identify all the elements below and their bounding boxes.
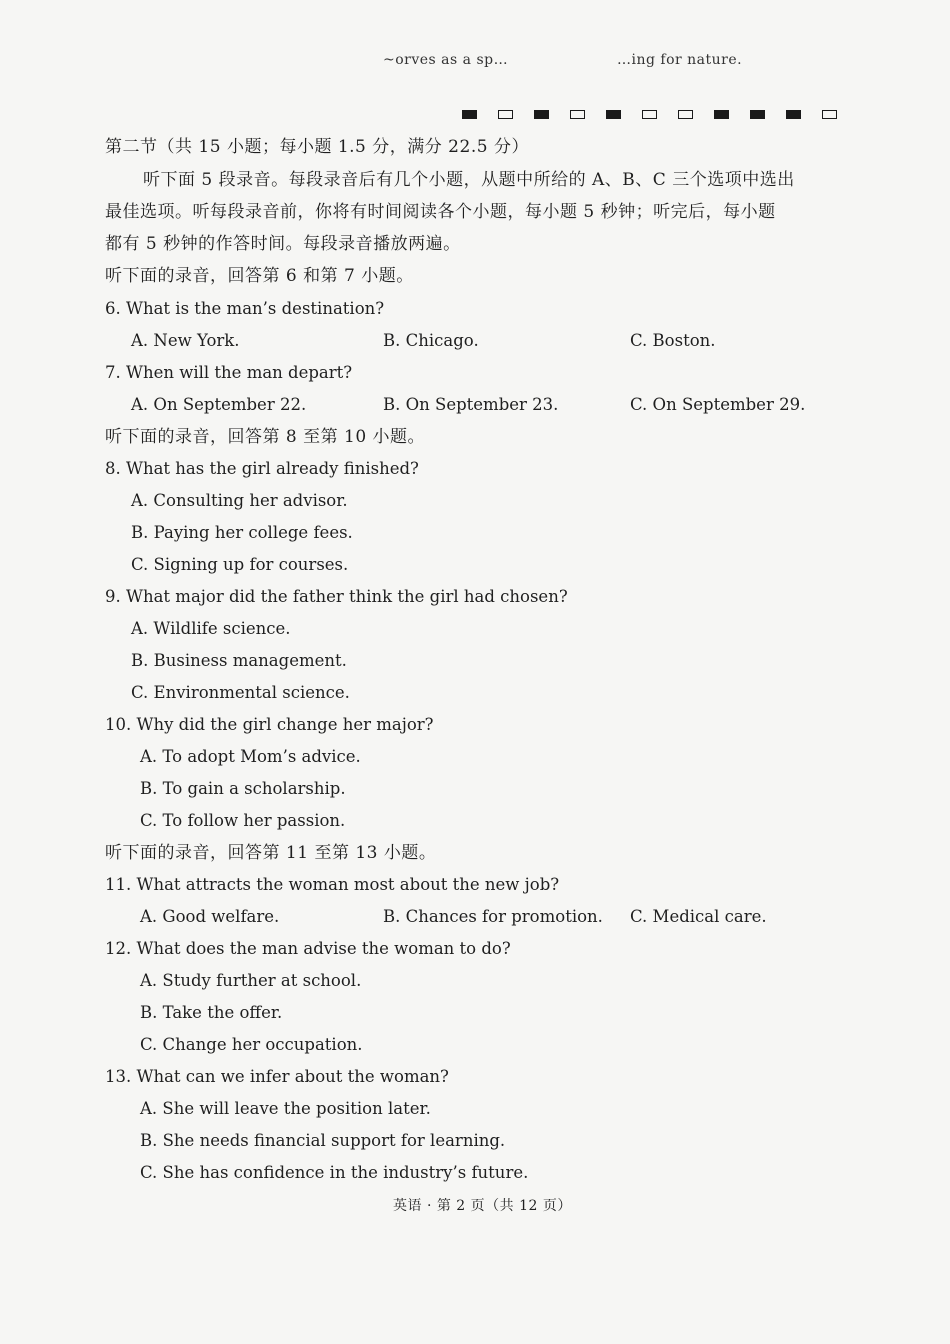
question-9 <box>105 586 568 608</box>
filled-mark-icon <box>462 110 477 119</box>
option-7b: B. On September 23. <box>383 395 559 414</box>
option-12a: A. Study further at school. <box>140 971 362 990</box>
hollow-mark-icon <box>678 110 693 119</box>
instruction-line: 听下面 5 段录音。每段录音后有几个小题，从题中所给的 A、B、C 三个选项中选出 <box>143 170 795 190</box>
group-label: 听下面的录音，回答第 11 至第 13 小题。 <box>105 843 437 863</box>
option-12b: B. Take the offer. <box>140 1003 283 1022</box>
option-13c: C. She has confidence in the industry’s future. <box>140 1163 529 1182</box>
instruction-line: 都有 5 秒钟的作答时间。每段录音播放两遍。 <box>105 234 461 254</box>
question-text: What has the girl already finished? <box>126 459 419 478</box>
question-13 <box>105 1066 449 1088</box>
hollow-mark-icon <box>570 110 585 119</box>
question-number: 10. <box>105 715 132 734</box>
option-12c: C. Change her occupation. <box>140 1035 363 1054</box>
option-8a: A. Consulting her advisor. <box>131 491 348 510</box>
question-7 <box>105 362 352 384</box>
cut-off-text-left: ~orves as a sp… <box>383 52 509 68</box>
question-10 <box>105 714 434 736</box>
option-10a: A. To adopt Mom’s advice. <box>140 747 361 766</box>
question-11 <box>105 874 559 896</box>
question-number: 12. <box>105 939 132 958</box>
question-text: When will the man depart? <box>126 363 353 382</box>
question-6 <box>105 298 384 320</box>
section-heading: 第二节（共 15 小题；每小题 1.5 分，满分 22.5 分） <box>105 137 529 157</box>
filled-mark-icon <box>750 110 765 119</box>
option-9c: C. Environmental science. <box>131 683 350 702</box>
option-11c: C. Medical care. <box>630 907 767 926</box>
option-8c: C. Signing up for courses. <box>131 555 349 574</box>
option-6c: C. Boston. <box>630 331 716 350</box>
option-6a: A. New York. <box>131 331 240 350</box>
question-text: Why did the girl change her major? <box>136 715 434 734</box>
question-text: What attracts the woman most about the new job? <box>136 875 560 894</box>
option-11a: A. Good welfare. <box>140 907 280 926</box>
page-footer: 英语 · 第 2 页（共 12 页） <box>393 1198 572 1214</box>
question-text: What can we infer about the woman? <box>136 1067 449 1086</box>
question-text: What is the man’s destination? <box>126 299 385 318</box>
option-11b: B. Chances for promotion. <box>383 907 603 926</box>
question-8 <box>105 458 419 480</box>
question-number: 6. <box>105 299 121 318</box>
option-8b: B. Paying her college fees. <box>131 523 353 542</box>
cut-off-text-right: …ing for nature. <box>617 52 743 68</box>
question-12 <box>105 938 511 960</box>
instruction-line: 最佳选项。听每段录音前，你将有时间阅读各个小题，每小题 5 秒钟；听完后，每小题 <box>105 202 776 222</box>
question-number: 11. <box>105 875 132 894</box>
option-7c: C. On September 29. <box>630 395 806 414</box>
question-text: What does the man advise the woman to do? <box>136 939 511 958</box>
scanner-marks <box>462 110 858 122</box>
question-text: What major did the father think the girl had chosen? <box>126 587 568 606</box>
option-9a: A. Wildlife science. <box>131 619 291 638</box>
hollow-mark-icon <box>642 110 657 119</box>
option-7a: A. On September 22. <box>131 395 307 414</box>
question-number: 13. <box>105 1067 132 1086</box>
option-13b: B. She needs financial support for learning. <box>140 1131 506 1150</box>
filled-mark-icon <box>786 110 801 119</box>
option-10b: B. To gain a scholarship. <box>140 779 346 798</box>
group-label: 听下面的录音，回答第 6 和第 7 小题。 <box>105 266 414 286</box>
filled-mark-icon <box>534 110 549 119</box>
filled-mark-icon <box>606 110 621 119</box>
question-number: 8. <box>105 459 121 478</box>
hollow-mark-icon <box>822 110 837 119</box>
question-number: 9. <box>105 587 121 606</box>
cut-off-previous-text <box>383 52 743 68</box>
filled-mark-icon <box>714 110 729 119</box>
option-9b: B. Business management. <box>131 651 347 670</box>
option-6b: B. Chicago. <box>383 331 479 350</box>
hollow-mark-icon <box>498 110 513 119</box>
group-label: 听下面的录音，回答第 8 至第 10 小题。 <box>105 427 426 447</box>
question-number: 7. <box>105 363 121 382</box>
option-13a: A. She will leave the position later. <box>140 1099 431 1118</box>
option-10c: C. To follow her passion. <box>140 811 346 830</box>
